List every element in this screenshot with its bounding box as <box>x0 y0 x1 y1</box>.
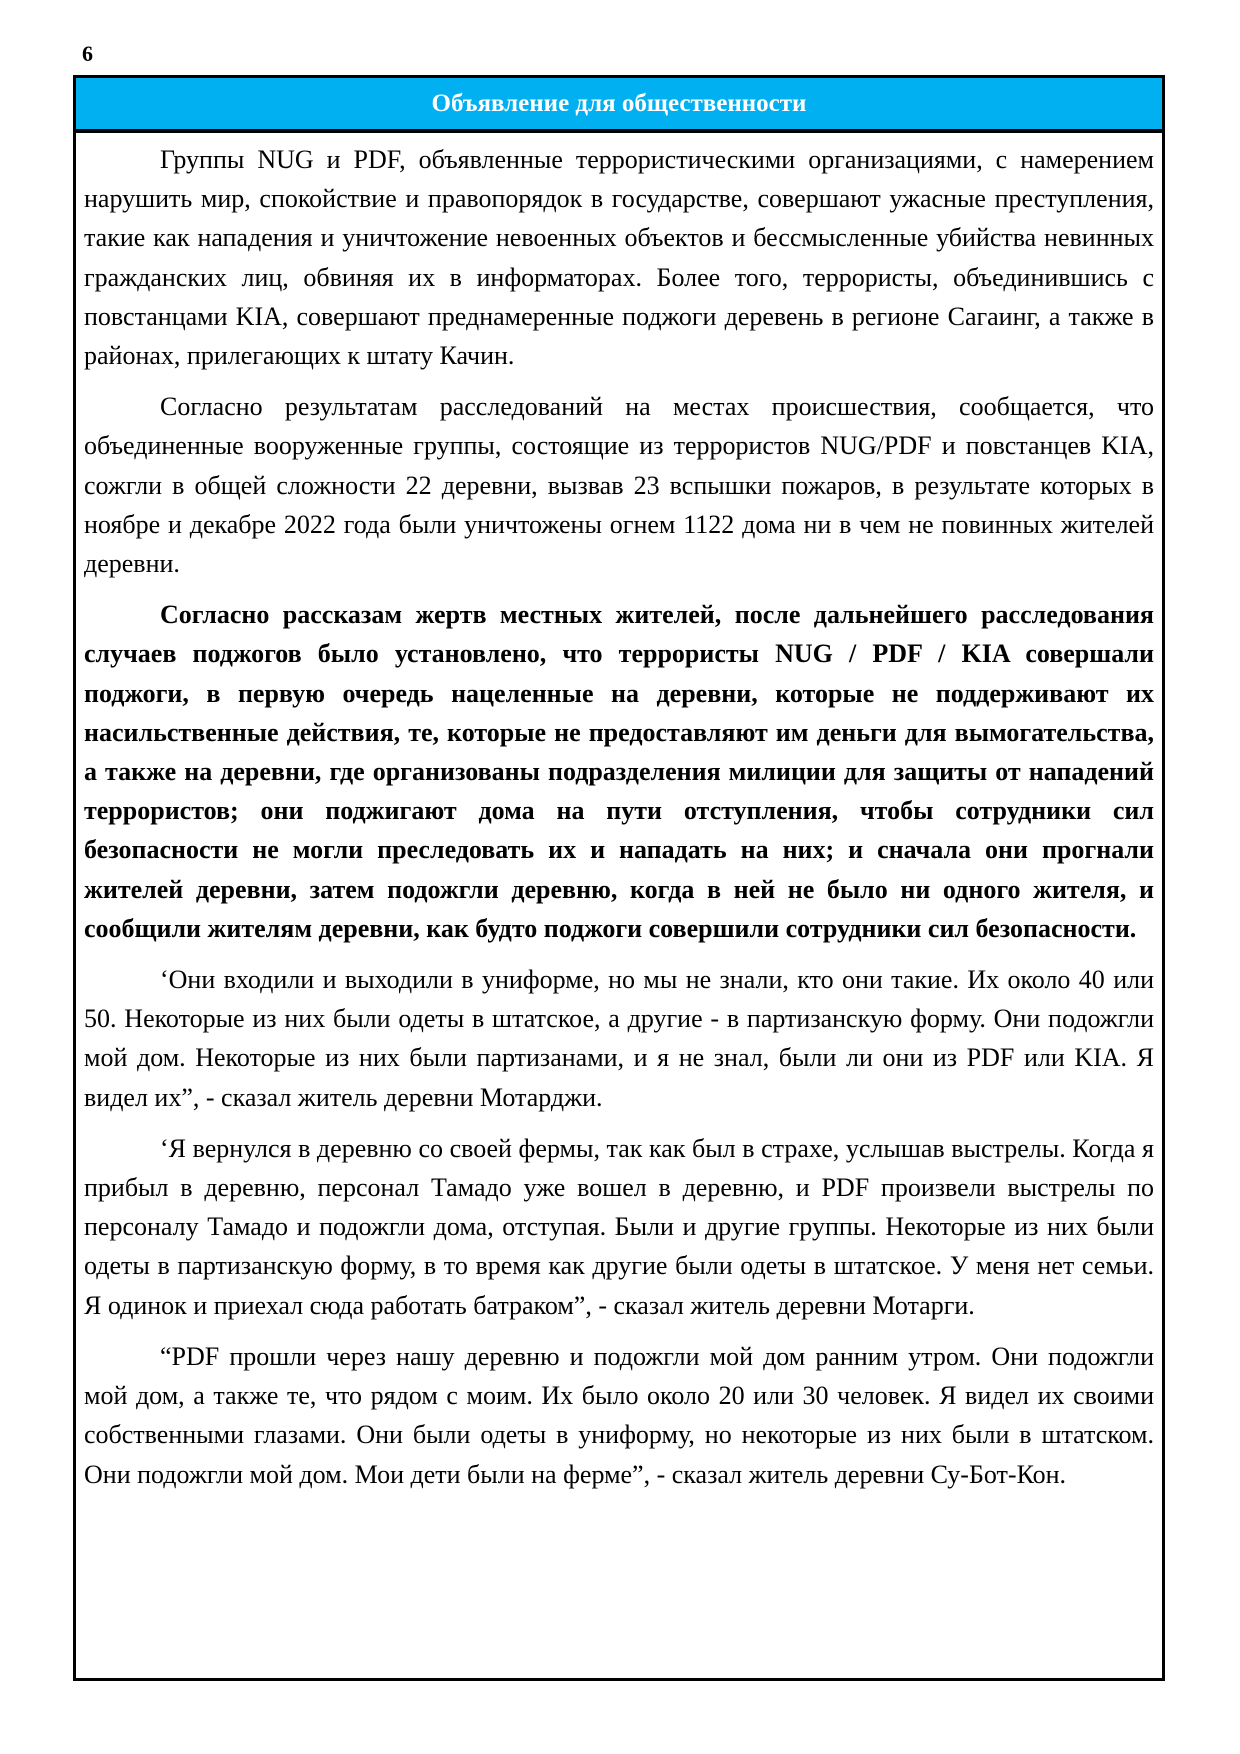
announcement-title: Объявление для общественности <box>431 89 807 117</box>
announcement-body <box>84 140 1154 1506</box>
paragraph-quote-2: ‘Я вернулся в деревню со своей фермы, так как был в страхе, услышав выстрелы. Когда я прибыл в деревню, персонал Тамадо уже вошел в деревню, и PDF произвели выстрелы по персоналу Тамадо и подожгли дома, отступая. Были и другие группы. Некоторые из них были одеты в партизанскую форму, в то время как другие были одеты в штатское. У меня нет семьи. Я одинок и приехал сюда работать батраком”, - сказал житель деревни Мотарги. <box>84 1133 1154 1320</box>
paragraph-victim-accounts: Согласно рассказам жертв местных жителей, после дальнейшего расследования случаев поджогов было установлено, что террористы NUG / PDF / KIA совершали поджоги, в первую очередь нацеленные на деревни, которые не поддерживают их насильственные действия, те, которые не предоставляют им деньги для вымогательства, а также на деревни, где организованы подразделения милиции для защиты от нападений террористов; они поджигают дома на пути отступления, чтобы сотрудники сил безопасности не могли преследовать их и нападать на них; и сначала они прогнали жителей деревни, затем подожгли деревню, когда в ней не было ни одного жителя, и сообщили жителям деревни, как будто поджоги совершили сотрудники сил безопасности. <box>84 600 1154 943</box>
paragraph-investigation: Согласно результатам расследований на местах происшествия, сообщается, что объединенные вооруженные группы, состоящие из террористов NUG/PDF и повстанцев KIA, сожгли в общей сложности 22 деревни, вызвав 23 вспышки пожаров, в результате которых в ноябре и декабре 2022 года были уничтожены огнем 1122 дома ни в чем не повинных жителей деревни. <box>84 392 1154 579</box>
paragraph-intro: Группы NUG и PDF, объявленные террористическими организациями, с намерением нарушить мир, спокойствие и правопорядок в государстве, совершают ужасные преступления, такие как нападения и уничтожение невоенных объектов и бессмысленные убийства невинных гражданских лиц, обвиняя их в информаторах. Более того, террористы, объединившись с повстанцами KIA, совершают преднамеренные поджоги деревень в регионе Сагаинг, а также в районах, прилегающих к штату Качин. <box>84 145 1154 371</box>
announcement-header <box>76 78 1162 133</box>
paragraph-quote-1: ‘Они входили и выходили в униформе, но мы не знали, кто они такие. Их около 40 или 50. Некоторые из них были одеты в штатское, а другие - в партизанскую форму. Они подожгли мой дом. Некоторые из них были партизанами, и я не знал, были ли они из PDF или KIA. Я видел их”, - сказал житель деревни Мотарджи. <box>84 965 1154 1112</box>
announcement-box <box>73 75 1165 1681</box>
page-number: 6 <box>82 41 93 66</box>
paragraph-quote-3: “PDF прошли через нашу деревню и подожгли мой дом ранним утром. Они подожгли мой дом, а также те, что рядом с моим. Их было около 20 или 30 человек. Я видел их своими собственными глазами. Они были одеты в униформу, но некоторые из них были в штатском. Они подожгли мой дом. Мои дети были на ферме”, - сказал житель деревни Су-Бот-Кон. <box>84 1341 1154 1489</box>
